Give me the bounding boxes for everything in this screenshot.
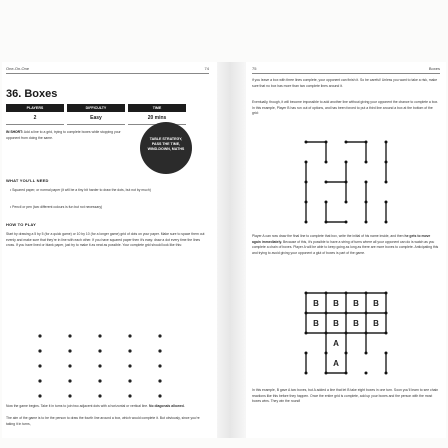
page-title: 36. Boxes [6,88,58,100]
diagram-2-dot [305,292,308,295]
category-badge [140,122,192,174]
left-page [2,62,217,438]
box-owner-letter: B [313,299,319,308]
stats-header-difficulty: DIFFICULTY [67,104,125,112]
grid-dot [128,334,131,337]
running-head-right: Boxes [428,66,440,71]
diagram-2-dot [325,292,328,295]
grid-dot [38,394,41,397]
no-diagonals-emphasis: No diagonals allowed. [149,404,185,408]
grid-dot [128,394,131,397]
page-number-left: 74 [204,66,209,71]
grid-dot [158,379,161,382]
diagram-1-dot [345,201,348,204]
header-rule-right [252,73,440,74]
how-to-play-paragraph-1: Start by drawing a 5 by 5 (for a quick game) or 10 by 10 (for a longer game) grid of dots on your paper. Make sure to space them out evenly and make sure that they're in line with each other. If you have squared paper then it's easy: draw a dot every time the lines cross. If you have lined or blank paper, just try to make it as neat as possible. Your complete grid should look like this: [6,232,205,248]
stats-value-players: 2 [6,113,64,125]
category-badge-text: TABLE STRATEGY, PASS THE TIME, WIND-DOWN, MATHS [147,137,185,151]
diagram-1-dot [325,181,328,184]
grid-dot [158,364,161,367]
how-to-play-paragraph-2: Now the game begins. Take it in turns to join two adjacent dots with a horizontal or vertical line. No diagonals allowed. [6,404,185,408]
right-paragraph-2: Eventually, though, it will become impossible to add another line without giving your opponent the chance to complete a box. In this example, Player B has run out of options, and has been forced to put a third line around a box at the bottom of the grid: [252,100,439,116]
diagram-2-dot [365,352,368,355]
endgame-diagram-2 [298,288,394,378]
diagram-2-dot [365,292,368,295]
diagram-2-dot [305,332,308,335]
grid-dot [128,379,131,382]
grid-dot [98,334,101,337]
diagram-1-dot [385,181,388,184]
diagram-1-dot [325,201,328,204]
diagram-1-dot [385,161,388,164]
move-again-emphasis: he gets to move again immediately. [252,234,431,244]
dot-grid-diagram [20,330,180,400]
grid-dot [38,349,41,352]
diagram-1-dot [325,141,328,144]
box-owner-letter: B [333,319,339,328]
grid-dot [158,349,161,352]
grid-dot [98,394,101,397]
diagram-1-dot [365,201,368,204]
diagram-1-dot [305,181,308,184]
diagram-2-dot [365,332,368,335]
diagram-2-dot [385,332,388,335]
grid-dot [98,379,101,382]
diagram-2-dot [325,312,328,315]
diagram-2-dot [345,352,348,355]
box-owner-letter: A [333,359,339,368]
diagram-1-dot [305,141,308,144]
box-owner-letter: A [333,339,339,348]
box-owner-letter: B [333,299,339,308]
grid-dot [68,379,71,382]
in-short-text: Add a line to a grid, trying to complete boxes while stopping your opponent from doing the same. [6,130,121,140]
grid-dot [128,364,131,367]
right-page [246,62,446,438]
right-paragraph-3: Player A can now draw the final line to complete that box, write the initial of his name inside, and then he gets to move again immediately. Because of this, it's possible to have a string of turns where all your opponent can do is watch as you complete a chain of boxes. Player A will be able to keep going as long as there are more boxes to complete. Anticipating this and trying to avoid giving your opponent a glut of boxes is part of the game. [252,234,439,255]
diagram-1-dot [345,161,348,164]
diagram-1-dot [365,161,368,164]
box-owner-letter: B [353,299,359,308]
grid-dot [68,349,71,352]
grid-dot [68,334,71,337]
right-paragraph-4: In this example, B gave A two boxes, but A added a line that let B take eight boxes in one turn. Soon you'll learn to see chain reactions like this before they happen. Once the entire grid is complete, add up your boxes and the person with the most boxes wins. They win the round! [252,388,439,404]
right-paragraph-1: if you leave a box with three lines complete, your opponent can finish it. So be careful! Unless you want to take a risk, make sure that no box has more than two complete lines around it. [252,78,438,88]
what-you-need-heading: WHAT YOU'LL NEED [6,178,49,183]
page-number-right: 75 [252,66,257,71]
stats-value-time: 20 mins [128,113,186,125]
box-owner-letter: B [373,299,379,308]
diagram-1-dot [385,201,388,204]
diagram-2-dot [305,372,308,375]
need-item-1: • Squared paper, or normal paper (it will be a tiny bit harder to draw the dots, but not by much) [10,188,151,192]
diagram-1-dot [365,141,368,144]
diagram-1-dot [305,161,308,164]
diagram-1-dot [325,161,328,164]
need-item-2: • Pencil or pen (two different colours is fun but not necessary) [10,205,103,209]
diagram-1-dot [305,201,308,204]
grid-dot [38,334,41,337]
diagram-1-dot [345,141,348,144]
grid-dot [158,334,161,337]
diagram-2-dot [385,292,388,295]
box-owner-letter: B [313,319,319,328]
diagram-1-dot [385,141,388,144]
grid-dot [128,349,131,352]
grid-dot [98,364,101,367]
diagram-1-dot [345,181,348,184]
diagram-2-dot [345,292,348,295]
in-short-paragraph [6,130,126,141]
grid-dot [98,349,101,352]
endgame-diagram-1-lines [305,141,388,224]
dot-grid-dots [38,334,161,397]
diagram-1-dot [365,221,368,224]
grid-dot [68,364,71,367]
diagram-2-dot [385,352,388,355]
in-short-label: IN SHORT: [6,130,23,134]
diagram-2-dot [345,332,348,335]
diagram-2-dot [345,312,348,315]
stats-header-time: TIME [128,104,186,112]
diagram-1-dot [385,221,388,224]
header-rule [6,73,209,74]
how-to-play-paragraph-3: The aim of the game is to be the person to draw the fourth line around a box, which would complete it. But obviously, since you're taking it in turns, [6,416,200,426]
box-owner-letter: B [353,319,359,328]
stats-header-players: PLAYERS [6,104,64,112]
diagram-1-dot [305,221,308,224]
grid-dot [38,364,41,367]
how-to-play-heading: HOW TO PLAY [6,222,36,227]
diagram-2-dot [385,312,388,315]
diagram-2-dot [305,312,308,315]
endgame-diagram-1 [298,137,394,227]
running-head-left: One-On-One [6,66,30,71]
grid-dot [68,394,71,397]
grid-dot [158,394,161,397]
box-owner-letter: B [373,319,379,328]
diagram-1-dot [325,221,328,224]
diagram-2-dot [365,312,368,315]
diagram-2-dot [365,372,368,375]
book-gutter [217,62,246,438]
diagram-2-dot [345,372,348,375]
diagram-1-dot [365,181,368,184]
diagram-2-dot [385,372,388,375]
diagram-2-dot [305,352,308,355]
diagram-2-dot [325,372,328,375]
diagram-2-dot [325,332,328,335]
diagram-1-dot [345,221,348,224]
stats-value-difficulty: Easy [67,113,125,125]
diagram-2-dot [325,352,328,355]
grid-dot [38,379,41,382]
